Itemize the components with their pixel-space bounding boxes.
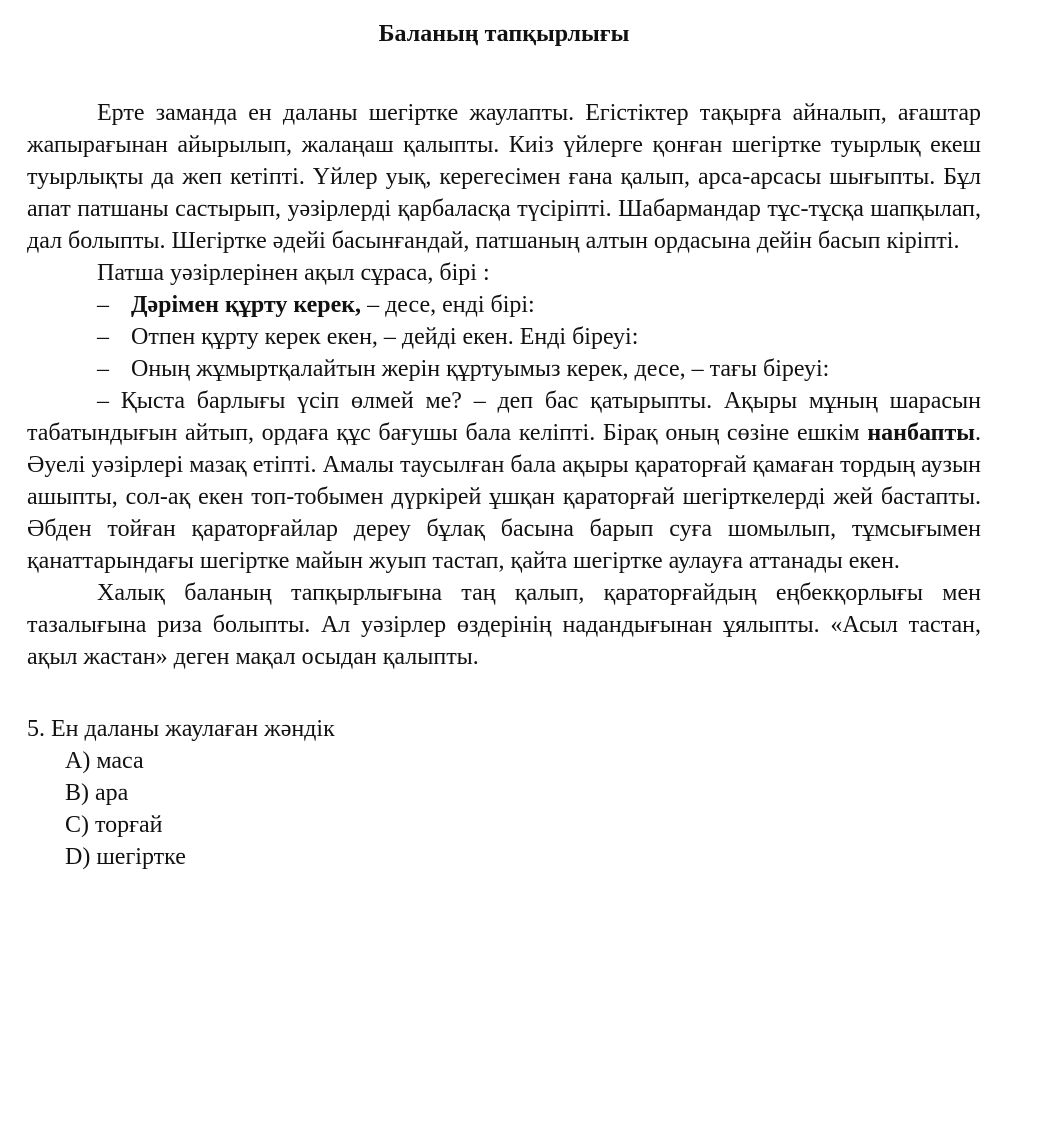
document-title: Баланың тапқырлығы: [378, 21, 630, 47]
answer-options: [27, 745, 981, 873]
dash-marker: –: [97, 292, 109, 318]
dash-marker: –: [97, 324, 109, 350]
paragraph-locust-invasion: Ерте заманда ен даланы шегіртке жаулапты. Егістіктер тақырға айналып, ағаштар жапырағынан айырылып, жалаңаш қалыпты. Киіз үйлерге қонған шегіртке туырлық екеш туырлықты да жеп кетіпті. Үйлер уық, керегесімен ғана қалып, арса-арсасы шығыпты. Бұл апат патшаны састырып, уәзірлерді қарбаласқа түсіріпті. Шабармандар тұс-тұсқа шапқылап, дал болыпты. Шегіртке әдейі басынғандай, патшаның алтын ордасына дейін басып кіріпті.: [27, 100, 981, 254]
dialogue-text: Оның жұмыртқалайтын жерін құртуымыз керек, десе, – тағы біреуі:: [131, 356, 830, 382]
paragraph-text: . Әуелі уәзірлері мазақ етіпті. Амалы таусылған бала ақыры қараторғай қамаған тордың аузын ашыпты, сол-ақ екен топ-тобымен дүркірей ұшқан қараторғай шегірткелерді жей бастапты. Әбден тойған қараторғайлар дереу бұлақ басына барып суға шомылып, тұмсығымен қанаттарындағы шегіртке майын жуып тастап, қайта шегіртке аулауға аттанады екен.: [27, 420, 982, 574]
question-block: [27, 713, 981, 873]
option-a[interactable]: A) маса: [65, 748, 144, 774]
dialogue-line-3: [27, 353, 981, 385]
dialogue-line-2: [27, 321, 981, 353]
dash-marker: –: [97, 356, 109, 382]
paragraph-conclusion: Халық баланың тапқырлығына таң қалып, қараторғайдың еңбекқорлығы мен тазалығына риза болыпты. Ал уәзірлер өздерінің надандығынан ұялыпты. «Асыл тастан, ақыл жастан» деген мақал осыдан қалыпты.: [27, 580, 981, 670]
document-page: [27, 17, 981, 873]
question-text: 5. Ен даланы жаулаған жәндік: [27, 716, 335, 742]
option-b[interactable]: B) ара: [65, 780, 129, 806]
option-d[interactable]: D) шегіртке: [65, 844, 186, 870]
option-c[interactable]: C) торғай: [65, 812, 163, 838]
dialogue-text: – десе,: [361, 292, 437, 318]
dialogue-bold-phrase: Дәрімен құрту керек,: [131, 292, 362, 318]
dialogue-text: Отпен құрту керек екен, – дейді екен. Енді біреуі:: [131, 324, 639, 350]
dialogue-line-1: [27, 289, 981, 321]
paragraph-boy-solution: [27, 385, 981, 577]
dialogue-text: енді бірі:: [436, 292, 535, 318]
line-king-asks: Патша уәзірлерінен ақыл сұраса, бірі :: [97, 260, 490, 286]
paragraph-text: – Қыста барлығы үсіп өлмей ме? – деп бас қатырыпты. Ақыры мұның шарасын табатындығын айтып, ордаға құс бағушы бала келіпті. Бірақ оның сөзіне ешкім: [27, 388, 981, 446]
bold-word: нанбапты: [867, 420, 976, 446]
